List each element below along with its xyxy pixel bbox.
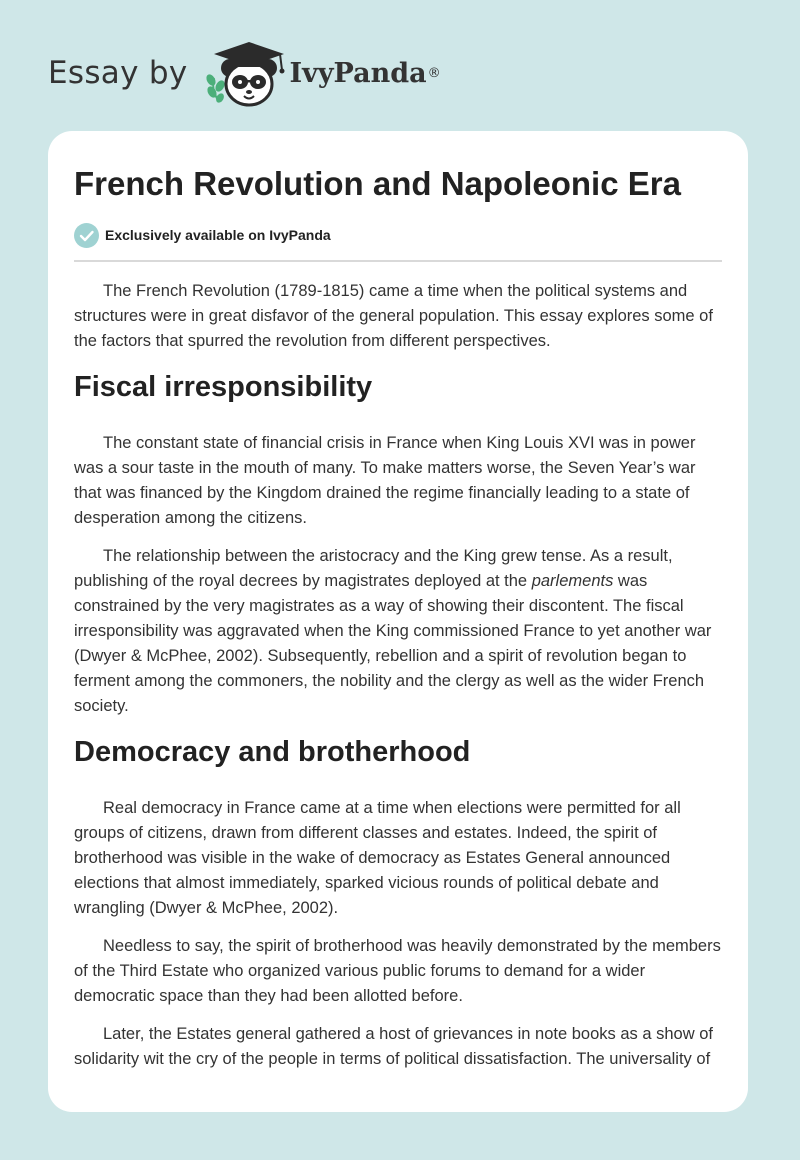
essay-card xyxy=(48,131,748,1112)
italic-term: parlements xyxy=(531,572,614,590)
title-divider xyxy=(74,260,722,262)
brand-name: IvyPanda xyxy=(289,57,427,89)
brand-header[interactable] xyxy=(48,38,441,108)
page-title: French Revolution and Napoleonic Era xyxy=(74,165,681,202)
brand-prefix: Essay by xyxy=(48,55,188,91)
paragraph: The constant state of financial crisis in France when King Louis XVI was in power was a sour taste in the mouth of many. To make matters worse, the Seven Year’s war that was financed by the Kingdom drained the regime financially leading to a state of desperation among the citizens. xyxy=(74,434,696,527)
paragraph: The relationship between the aristocracy and the King grew tense. As a result, publishing of the royal decrees by magistrates deployed at the parlements was constrained by the very magistrates as a way of showing their discontent. The fiscal irresponsibility was aggravated when the King commissioned France to yet another war (Dwyer & McPhee, 2002). Subsequently, rebellion and a spirit of revolution began to ferment among the commoners, the nobility and the clergy as well as the wider French society. xyxy=(74,547,712,715)
registered-mark: ® xyxy=(427,65,441,81)
intro-paragraph: The French Revolution (1789-1815) came a time when the political systems and structures were in great disfavor of the general population. This essay explores some of the factors that spurred the revolution from different perspectives. xyxy=(74,282,713,350)
section-heading-fiscal: Fiscal irresponsibility xyxy=(74,371,373,403)
paragraph: Real democracy in France came at a time when elections were permitted for all groups of citizens, drawn from different classes and estates. Indeed, the spirit of brotherhood was visible in the wake of democracy as Estates General announced elections that almost immediately, sparked vicious rounds of political debate and wrangling (Dwyer & McPhee, 2002). xyxy=(74,799,681,917)
exclusive-badge xyxy=(74,222,722,248)
section-heading-democracy: Democracy and brotherhood xyxy=(74,736,471,768)
exclusive-label: Exclusively available on IvyPanda xyxy=(105,227,331,243)
paragraph: Needless to say, the spirit of brotherhood was heavily demonstrated by the members of the Third Estate who organized various public forums to demand for a wider democratic space than they had been allotted before. xyxy=(74,937,721,1005)
panda-graduate-logo-icon xyxy=(202,38,288,108)
check-circle-icon xyxy=(74,223,99,248)
paragraph: Later, the Estates general gathered a host of grievances in note books as a show of solidarity wit the cry of the people in terms of political dissatisfaction. The universality of xyxy=(74,1025,713,1068)
